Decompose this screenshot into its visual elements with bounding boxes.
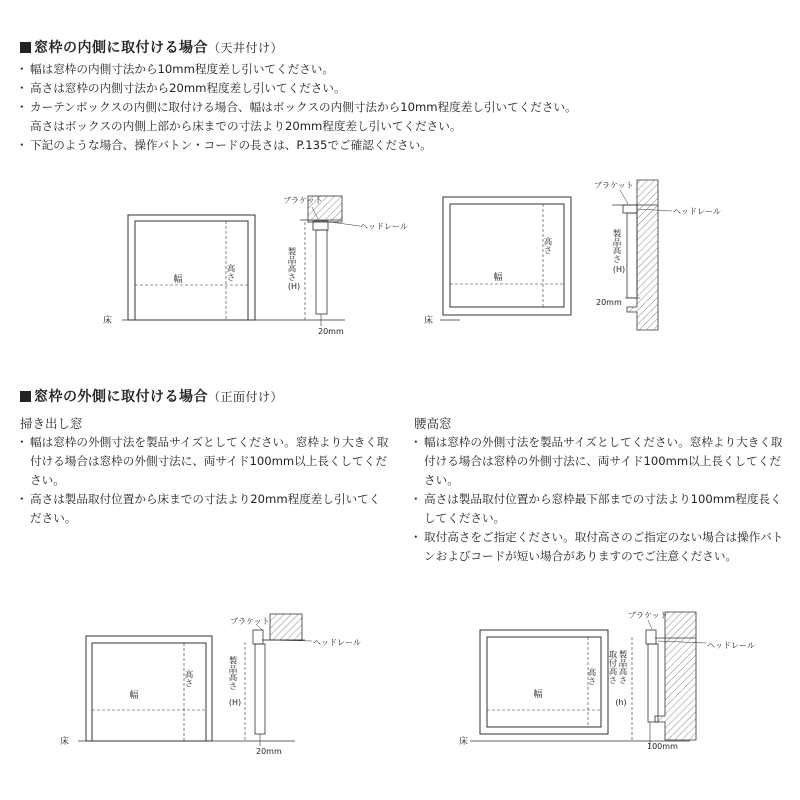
headrail-label: ヘッドレール xyxy=(313,638,361,647)
floor-label: 床 xyxy=(424,316,434,326)
headrail-label: ヘッドレール xyxy=(360,222,408,231)
product-height-label: 製品高さ xyxy=(617,650,627,684)
mm20-label: 20mm xyxy=(596,298,622,307)
h-mark-label: (H) xyxy=(228,698,242,707)
width-label: 幅 xyxy=(533,690,543,700)
mm20-label: 20mm xyxy=(318,327,344,336)
bracket-label: ブラケット xyxy=(628,611,668,620)
list-item: ・ 高さは製品取付位置から床までの寸法より20mm程度差し引いてください。 xyxy=(17,490,390,528)
section2-title: 窓枠の外側に取付ける場合（正面付け） xyxy=(20,386,283,406)
product-height-label: 製品高さ xyxy=(611,229,621,263)
bracket-label: ブラケット xyxy=(283,196,323,205)
height-label: 高さ xyxy=(586,668,596,685)
mm20-label: 20mm xyxy=(256,747,282,756)
headrail-label: ヘッドレール xyxy=(673,207,721,216)
h-small-label: (h) xyxy=(615,698,627,707)
subtitle-waist-window: 腰高窓 xyxy=(414,416,452,431)
list-item: ・ 幅は窓枠の外側寸法を製品サイズとしてください。窓枠より大きく取付ける場合は窓枠の外側寸法に、両サイド100mm以上長くしてください。 xyxy=(411,433,784,490)
bracket-label: ブラケット xyxy=(594,181,634,190)
install-height-label: 取付高さ xyxy=(607,650,617,684)
h-mark-label: (H) xyxy=(287,282,301,291)
headrail-label: ヘッドレール xyxy=(707,641,755,650)
diagram-inside-floor xyxy=(122,196,360,326)
product-height-label: 製品高さ xyxy=(227,656,237,690)
subtitle-sweep-window: 掃き出し窓 xyxy=(20,416,83,431)
h-mark-label: (H) xyxy=(612,265,626,274)
height-label: 高さ xyxy=(225,264,235,281)
list-item: ・ 幅は窓枠の外側寸法を製品サイズとしてください。窓枠より大きく取付ける場合は窓枠の外側寸法に、両サイド100mm以上長くしてください。 xyxy=(17,433,390,490)
diagram-outside-floor xyxy=(78,614,312,746)
list-item: ・ カーテンボックスの内側に取付ける場合、幅はボックスの内側寸法から10mm程度差し引いてください。 高さはボックスの内側上部から床までの寸法より20mm程度差し引いてください。 xyxy=(17,98,787,136)
floor-label: 床 xyxy=(60,737,70,747)
floor-label: 床 xyxy=(103,316,113,326)
product-height-label: 製品高さ xyxy=(286,247,296,281)
mm100-label: 100mm xyxy=(647,742,678,751)
list-item: ・ 下記のような場合、操作バトン・コードの長さは、P.135でご確認ください。 xyxy=(17,136,787,155)
height-label: 高さ xyxy=(183,670,193,687)
width-label: 幅 xyxy=(129,691,139,701)
section1-title: 窓枠の内側に取付ける場合（天井付け） xyxy=(20,37,283,57)
width-label: 幅 xyxy=(493,273,503,283)
floor-label: 床 xyxy=(459,737,469,747)
list-item: ・ 幅は窓枠の内側寸法から10mm程度差し引いてください。 xyxy=(17,60,787,79)
diagram-inside-waist xyxy=(440,180,672,330)
bracket-label: ブラケット xyxy=(230,617,270,626)
height-label: 高さ xyxy=(542,237,552,254)
width-label: 幅 xyxy=(173,275,183,285)
list-item: ・ 取付高さをご指定ください。取付高さのご指定のない場合は操作バトンおよびコードが短い場合がありますのでご注意ください。 xyxy=(411,528,784,566)
list-item: ・ 高さは製品取付位置から窓枠最下部までの寸法より100mm程度長くしてください。 xyxy=(411,490,784,528)
list-item: ・ 高さは窓枠の内側寸法から20mm程度差し引いてください。 xyxy=(17,79,787,98)
